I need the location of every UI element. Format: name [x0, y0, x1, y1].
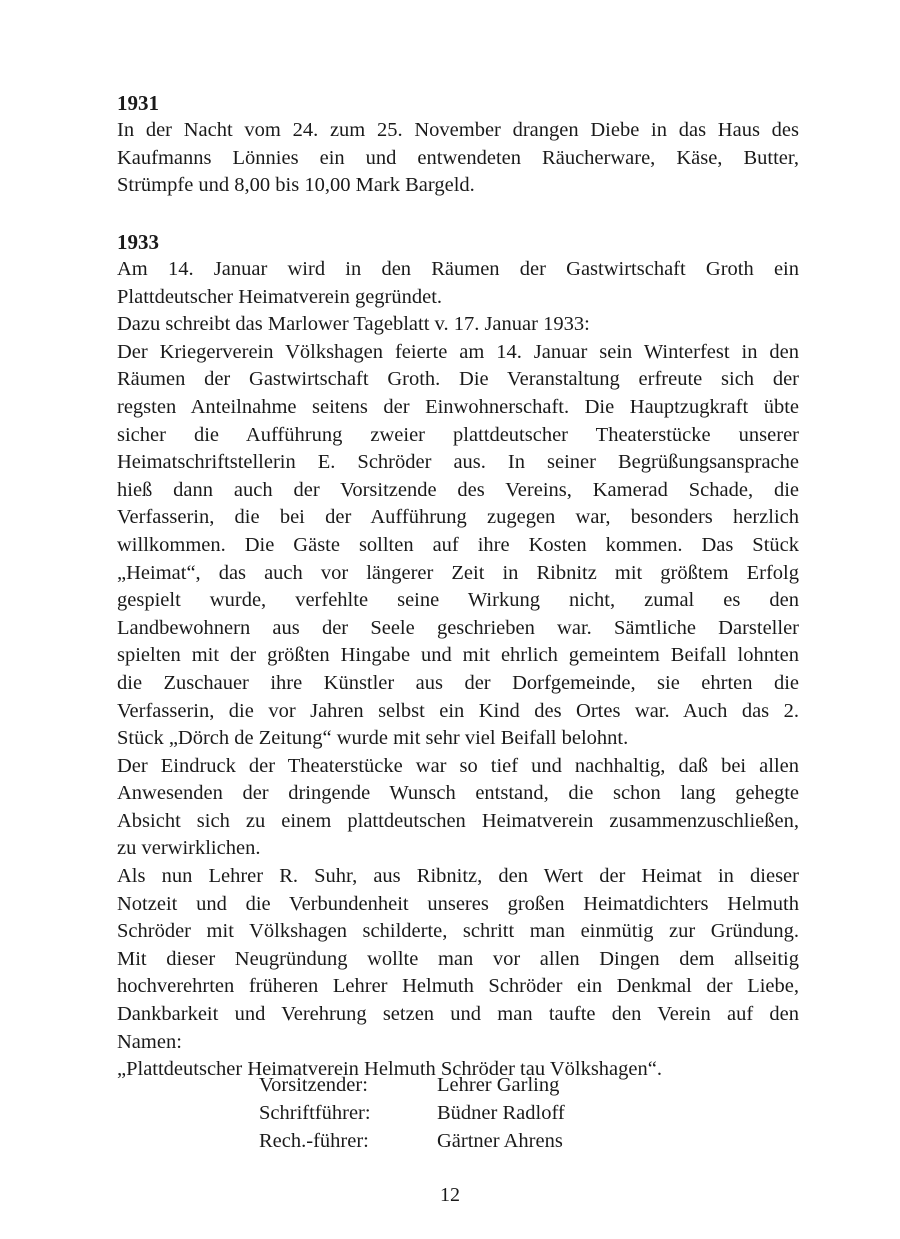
- year-heading-1933: 1933: [117, 230, 159, 254]
- text-line: Landbewohnern aus der Seele geschrieben war. Sämtliche Darsteller: [117, 616, 799, 639]
- text-line: Verfasserin, die bei der Aufführung zugegen war, besonders herzlich: [117, 506, 799, 529]
- paragraph-1933-heimatverein: [117, 256, 799, 1084]
- text-line: Räumen der Gastwirtschaft Groth. Die Veranstaltung erfreute sich der: [117, 368, 799, 391]
- text-line: Der Kriegerverein Völkshagen feierte am 14. Januar sein Winterfest in den: [117, 340, 799, 363]
- year-heading-1931: 1931: [117, 91, 159, 115]
- text-line: spielten mit der größten Hingabe und mit ehrlich gemeintem Beifall lohnten: [117, 644, 799, 667]
- text-line: Heimatschriftstellerin E. Schröder aus. In seiner Begrüßungsansprache: [117, 451, 799, 474]
- text-line: Stück „Dörch de Zeitung“ wurde mit sehr viel Beifall belohnt.: [117, 727, 629, 750]
- officer-role: Schriftführer:: [259, 1102, 371, 1124]
- officer-role: Rech.-führer:: [259, 1130, 369, 1152]
- text-line: Notzeit und die Verbundenheit unseres großen Heimatdichters Helmuth: [117, 892, 799, 915]
- text-line: zu verwirklichen.: [117, 837, 261, 860]
- text-line: „Plattdeutscher Heimatverein Helmuth Schröder tau Völkshagen“.: [117, 1058, 662, 1081]
- text-line: Dankbarkeit und Verehrung setzen und man taufte den Verein auf den: [117, 1003, 799, 1026]
- text-line: Dazu schreibt das Marlower Tageblatt v. 17. Januar 1933:: [117, 313, 590, 336]
- page-number: 12: [440, 1184, 460, 1206]
- officers-list: [259, 1071, 565, 1155]
- text-line: regsten Anteilnahme seitens der Einwohnerschaft. Die Hauptzugkraft übte: [117, 395, 799, 418]
- text-line: Plattdeutscher Heimatverein gegründet.: [117, 285, 443, 308]
- text-line: Als nun Lehrer R. Suhr, aus Ribnitz, den Wert der Heimat in dieser: [117, 865, 799, 888]
- text-line: Anwesenden der dringende Wunsch entstand, die schon lang gehegte: [117, 782, 799, 805]
- text-line: gespielt wurde, verfehlte seine Wirkung nicht, zumal es den: [117, 589, 799, 612]
- text-line: Der Eindruck der Theaterstücke war so tief und nachhaltig, daß bei allen: [117, 754, 799, 777]
- officer-row-secretary: [259, 1099, 565, 1127]
- text-line: Kaufmanns Lönnies ein und entwendeten Räucherware, Käse, Butter,: [117, 146, 799, 169]
- officer-name: Gärtner Ahrens: [437, 1130, 563, 1152]
- text-line: Am 14. Januar wird in den Räumen der Gastwirtschaft Groth ein: [117, 258, 799, 280]
- officer-row-chairman: [259, 1071, 565, 1099]
- text-line: hieß dann auch der Vorsitzende des Vereins, Kamerad Schade, die: [117, 478, 799, 501]
- text-line: In der Nacht vom 24. zum 25. November drangen Diebe in das Haus des: [117, 119, 799, 141]
- text-line: Verfasserin, die vor Jahren selbst ein Kind des Ortes war. Auch das 2.: [117, 699, 799, 722]
- officer-row-treasurer: [259, 1127, 565, 1155]
- officer-name: Lehrer Garling: [437, 1074, 560, 1096]
- text-line: die Zuschauer ihre Künstler aus der Dorfgemeinde, sie ehrten die: [117, 671, 799, 694]
- text-line: Strümpfe und 8,00 bis 10,00 Mark Bargeld.: [117, 174, 475, 197]
- text-line: Namen:: [117, 1030, 182, 1053]
- officer-name: Büdner Radloff: [437, 1102, 565, 1124]
- paragraph-1931-burglary: [117, 117, 799, 200]
- text-line: hochverehrten früheren Lehrer Helmuth Schröder ein Denkmal der Liebe,: [117, 975, 799, 998]
- text-line: willkommen. Die Gäste sollten auf ihre Kosten kommen. Das Stück: [117, 533, 799, 556]
- text-line: Absicht sich zu einem plattdeutschen Heimatverein zusammenzuschließen,: [117, 809, 799, 832]
- text-line: Schröder mit Völkshagen schilderte, schritt man einmütig zur Gründung.: [117, 920, 799, 943]
- text-line: „Heimat“, das auch vor längerer Zeit in Ribnitz mit größtem Erfolg: [117, 561, 799, 584]
- text-line: sicher die Aufführung zweier plattdeutscher Theaterstücke unserer: [117, 423, 799, 446]
- text-line: Mit dieser Neugründung wollte man vor allen Dingen dem allseitig: [117, 947, 799, 970]
- officer-role: Vorsitzender:: [259, 1074, 368, 1096]
